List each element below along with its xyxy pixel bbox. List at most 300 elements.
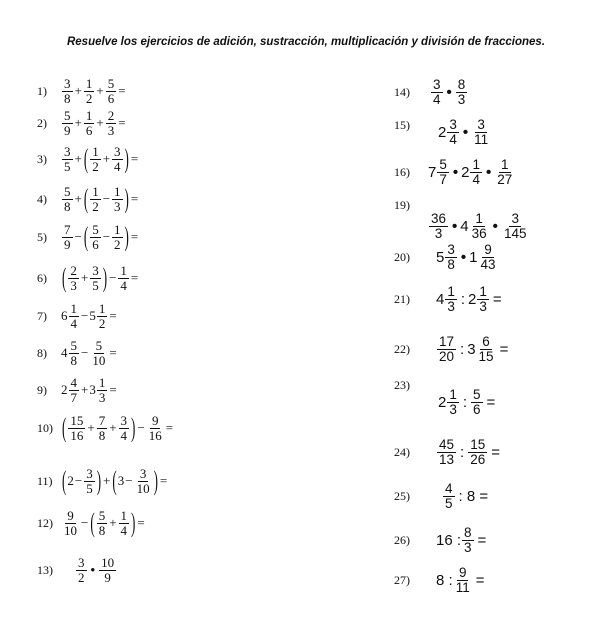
operator: =: [486, 394, 496, 412]
operator: :: [460, 341, 465, 359]
denominator: 15: [478, 349, 494, 365]
operator: =: [491, 444, 500, 462]
whole-number: 3: [467, 341, 476, 359]
fraction: [447, 118, 459, 147]
numerator: 5: [107, 76, 115, 91]
exercise-expression: [61, 464, 168, 496]
fraction: [431, 78, 443, 107]
numerator: 3: [64, 76, 71, 91]
denominator: 9: [64, 236, 71, 252]
denominator: 5: [445, 496, 453, 512]
numerator: 1: [85, 76, 93, 91]
exercise-expression: [61, 376, 118, 404]
exercise-number: 3): [37, 151, 47, 166]
exercise-number: 11): [37, 473, 53, 488]
numerator: 7: [64, 222, 71, 237]
numerator: 1: [120, 263, 127, 278]
denominator: 4: [114, 158, 121, 174]
fraction: [468, 438, 487, 467]
operator: +: [102, 151, 111, 167]
operator: =: [499, 341, 509, 359]
denominator: 4: [472, 172, 480, 188]
whole-number: 4: [436, 291, 445, 309]
denominator: 43: [480, 257, 496, 273]
numerator: 9: [151, 413, 159, 428]
fraction: [62, 509, 79, 537]
parenthesis: (: [90, 506, 95, 538]
operator: +: [87, 420, 95, 436]
exercise-21: [394, 285, 505, 314]
denominator: 10: [136, 480, 150, 496]
exercise-expression: [436, 335, 511, 364]
exercise-number: 19): [394, 198, 410, 212]
fraction: [118, 264, 129, 292]
denominator: 8: [70, 352, 77, 368]
operator: =: [118, 115, 126, 131]
denominator: 16: [148, 427, 162, 443]
exercise-expression: [436, 526, 489, 555]
exercise-10: [37, 411, 174, 443]
denominator: 3: [114, 198, 121, 214]
fraction: [437, 335, 456, 364]
exercise-number: 10): [37, 420, 53, 435]
fraction: [106, 77, 117, 105]
exercise-1: [37, 77, 127, 105]
multiply-dot: •: [90, 562, 96, 578]
fraction: [437, 158, 449, 187]
numerator: 5: [64, 184, 71, 199]
operator: +: [74, 83, 82, 99]
exercise-number: 15): [394, 118, 410, 132]
operator: :: [460, 291, 466, 309]
exercise-number: 9): [37, 382, 47, 397]
fraction: [495, 158, 514, 187]
fraction: [90, 339, 107, 367]
fraction: [90, 185, 101, 213]
operator: =: [492, 291, 502, 309]
parenthesis: ): [124, 142, 129, 174]
denominator: 3: [457, 92, 466, 108]
whole-number: 1: [469, 249, 478, 267]
denominator: 5: [64, 158, 71, 174]
operator: :: [460, 444, 465, 462]
numerator: 1: [85, 108, 93, 123]
fraction: [62, 109, 73, 137]
denominator: 5: [86, 480, 93, 496]
exercise-number: 1): [37, 83, 47, 98]
operator: =: [165, 420, 174, 436]
operator: −: [109, 270, 117, 286]
numerator: 9: [484, 242, 492, 257]
denominator: 3: [464, 540, 472, 556]
operator: =: [109, 308, 117, 324]
numerator: 3: [433, 77, 441, 92]
fraction: [147, 414, 164, 442]
fraction: [62, 185, 73, 213]
fraction: [106, 109, 117, 137]
fraction: [84, 109, 95, 137]
numerator: 5: [98, 508, 106, 523]
fraction: [119, 509, 130, 537]
fraction: [62, 223, 73, 251]
numerator: 5: [439, 157, 447, 172]
numerator: 3: [120, 413, 128, 428]
denominator: 3: [449, 402, 457, 418]
fraction: [62, 77, 73, 105]
whole-number: 16 :: [436, 532, 462, 550]
denominator: 3: [107, 122, 115, 138]
denominator: 4: [120, 522, 128, 538]
parenthesis: (: [83, 220, 89, 252]
denominator: 10: [64, 522, 77, 538]
denominator: 3: [70, 277, 77, 293]
parenthesis: ): [124, 182, 129, 214]
fraction: [69, 376, 80, 404]
denominator: 4: [120, 277, 127, 293]
numerator: 1: [92, 144, 99, 159]
exercise-7: [37, 302, 118, 330]
denominator: 27: [497, 172, 513, 188]
operator: +: [109, 515, 117, 531]
multiply-dot: •: [462, 124, 469, 142]
exercise-expression: [75, 556, 117, 584]
exercise-number: 8): [37, 345, 47, 360]
denominator: 3: [98, 389, 106, 405]
denominator: 2: [85, 90, 93, 106]
parenthesis: ): [96, 464, 102, 496]
fraction: [112, 145, 123, 173]
numerator: 45: [439, 437, 455, 452]
whole-number: 2: [438, 124, 447, 142]
fraction: [454, 566, 472, 595]
fraction: [447, 388, 459, 417]
whole-number: 2: [461, 164, 470, 182]
exercise-number: 26): [394, 533, 410, 548]
fraction: [470, 212, 489, 241]
numerator: 1: [120, 508, 128, 523]
parenthesis: ): [131, 506, 136, 538]
numerator: 3: [449, 117, 457, 132]
whole-number: 4: [460, 218, 469, 236]
numerator: 1: [472, 157, 480, 172]
fraction: [472, 118, 490, 147]
operator: +: [96, 115, 104, 131]
denominator: 2: [78, 569, 85, 585]
exercise-expression: [61, 77, 127, 105]
parenthesis: (: [62, 261, 67, 293]
fraction: [90, 223, 101, 251]
fraction: [456, 78, 468, 107]
fraction: [502, 212, 529, 241]
exercise-expression: [436, 438, 503, 467]
denominator: 2: [98, 315, 106, 331]
fraction: [471, 388, 483, 417]
denominator: 20: [439, 349, 455, 365]
numerator: 5: [70, 338, 77, 353]
exercise-number: 16): [394, 165, 410, 180]
exercise-number: 5): [37, 229, 47, 244]
numerator: 15: [470, 437, 486, 452]
fraction: [119, 414, 130, 442]
denominator: 6: [92, 236, 99, 252]
exercise-12: [37, 506, 146, 538]
exercise-24: [394, 438, 503, 467]
numerator: 4: [445, 481, 453, 496]
numerator: 5: [64, 108, 71, 123]
exercise-expression: [438, 118, 491, 147]
exercise-20: [394, 243, 499, 272]
exercise-8: [37, 339, 118, 367]
exercise-number: 7): [37, 308, 47, 323]
multiply-dot: •: [452, 164, 459, 182]
denominator: 6: [473, 402, 481, 418]
fraction: [112, 185, 123, 213]
fraction: [97, 414, 108, 442]
whole-number: 3: [117, 473, 125, 489]
fraction: [443, 482, 455, 511]
exercise-number: 25): [394, 489, 410, 504]
whole-number: 5: [89, 308, 96, 324]
exercise-3: [37, 142, 139, 174]
exercise-number: 13): [37, 562, 53, 577]
exercise-number: 6): [37, 270, 47, 285]
fraction: [477, 285, 489, 314]
operator: =: [130, 151, 139, 167]
denominator: 2: [92, 198, 99, 214]
numerator: 15: [70, 413, 84, 428]
operator: : 8 =: [458, 488, 489, 506]
numerator: 3: [78, 555, 85, 570]
operator: =: [477, 532, 487, 550]
exercise-expression: [436, 243, 499, 272]
exercise-number: 24): [394, 445, 410, 460]
numerator: 1: [114, 222, 121, 237]
denominator: 3: [447, 299, 455, 315]
fraction: [62, 145, 73, 173]
denominator: 16: [70, 427, 84, 443]
fraction: [90, 264, 101, 292]
denominator: 11: [455, 580, 470, 596]
numerator: 1: [70, 301, 77, 316]
numerator: 8: [457, 77, 466, 92]
exercise-4: [37, 182, 139, 214]
numerator: 2: [70, 263, 77, 278]
exercise-expression: [438, 388, 498, 417]
exercise-expression: [442, 482, 491, 511]
exercise-expression: [61, 261, 139, 293]
fraction: [76, 556, 87, 584]
multiply-dot: •: [460, 249, 467, 267]
operator: :: [462, 394, 468, 412]
multiply-dot: •: [446, 84, 452, 102]
operator: =: [137, 515, 145, 531]
fraction: [69, 339, 80, 367]
fraction: [445, 243, 457, 272]
exercise-14: [394, 78, 468, 107]
exercise-expression: [428, 212, 529, 241]
denominator: 11: [474, 132, 489, 148]
numerator: 3: [139, 466, 147, 481]
fraction: [69, 302, 80, 330]
exercise-expression: [61, 411, 174, 443]
exercise-number: 27): [394, 573, 410, 588]
exercise-13: [37, 556, 117, 584]
numerator: 3: [64, 144, 71, 159]
operator: =: [109, 345, 117, 361]
whole-number: 6: [61, 308, 68, 324]
operator: +: [74, 191, 82, 207]
parenthesis: (: [83, 182, 89, 214]
exercise-number: 20): [394, 250, 410, 265]
exercise-6: [37, 261, 139, 293]
exercise-expression: [436, 285, 505, 314]
numerator: 17: [439, 334, 455, 349]
exercise-expression: [61, 506, 146, 538]
fraction: [429, 212, 448, 241]
numerator: 5: [95, 338, 103, 353]
fraction: [90, 145, 101, 173]
numerator: 6: [482, 334, 490, 349]
numerator: 7: [98, 413, 106, 428]
parenthesis: (: [112, 464, 117, 496]
numerator: 36: [431, 211, 447, 226]
exercise-expression: [61, 339, 118, 367]
operator: =: [130, 270, 139, 286]
denominator: 7: [70, 389, 77, 405]
operator: +: [74, 151, 82, 167]
numerator: 1: [449, 387, 457, 402]
fraction: [68, 414, 85, 442]
operator: −: [102, 191, 111, 207]
denominator: 8: [98, 522, 106, 538]
fraction: [84, 77, 95, 105]
operator: −: [81, 515, 89, 531]
operator: =: [130, 191, 139, 207]
fraction: [437, 438, 456, 467]
exercise-expression: [61, 109, 127, 137]
exercise-11: [37, 464, 168, 496]
denominator: 7: [439, 172, 447, 188]
parenthesis: (: [62, 464, 67, 496]
numerator: 1: [92, 184, 99, 199]
exercise-26: [394, 526, 489, 555]
denominator: 9: [64, 122, 71, 138]
fraction: [68, 264, 79, 292]
fraction: [462, 526, 474, 555]
operator: =: [118, 83, 126, 99]
numerator: 1: [447, 284, 455, 299]
whole-number: 7: [428, 164, 437, 182]
fraction: [478, 243, 497, 272]
fraction: [135, 467, 152, 495]
denominator: 13: [439, 452, 455, 468]
denominator: 10: [92, 352, 106, 368]
numerator: 9: [67, 508, 74, 523]
numerator: 5: [473, 387, 481, 402]
operator: −: [81, 345, 89, 361]
denominator: 4: [120, 427, 128, 443]
multiply-dot: •: [485, 164, 492, 182]
denominator: 8: [447, 257, 455, 273]
denominator: 4: [433, 92, 441, 108]
parenthesis: (: [83, 142, 89, 174]
exercise-5: [37, 220, 139, 252]
exercise-number: 4): [37, 191, 47, 206]
fraction: [97, 376, 108, 404]
numerator: 10: [101, 555, 115, 570]
parenthesis: ): [153, 464, 158, 496]
numerator: 3: [477, 117, 485, 132]
operator: =: [130, 229, 139, 245]
operator: =: [475, 572, 485, 590]
operator: +: [103, 473, 111, 489]
denominator: 4: [70, 315, 77, 331]
fraction: [97, 302, 108, 330]
denominator: 4: [449, 132, 457, 148]
parenthesis: (: [62, 411, 67, 443]
denominator: 3: [479, 299, 487, 315]
exercise-number: 22): [394, 342, 410, 357]
exercise-16: [394, 158, 515, 187]
operator: −: [74, 229, 82, 245]
operator: +: [81, 382, 89, 398]
numerator: 8: [464, 525, 472, 540]
fraction: [97, 509, 108, 537]
denominator: 2: [92, 158, 99, 174]
operator: =: [159, 473, 168, 489]
operator: +: [80, 270, 89, 286]
denominator: 3: [434, 226, 443, 242]
operator: +: [109, 420, 117, 436]
multiply-dot: •: [492, 218, 498, 236]
numerator: 1: [98, 375, 106, 390]
numerator: 1: [114, 184, 121, 199]
whole-number: 2: [67, 473, 74, 489]
exercise-number: 23): [394, 378, 410, 392]
whole-number: 2: [438, 394, 447, 412]
numerator: 3: [511, 211, 519, 226]
denominator: 8: [98, 427, 106, 443]
worksheet-title: Resuelve los ejercicios de adición, sustracción, multiplicación y división de fracciones.: [66, 36, 546, 48]
denominator: 9: [104, 569, 111, 585]
whole-number: 8 :: [436, 572, 453, 590]
numerator: 9: [458, 565, 467, 580]
exercise-22: [394, 335, 511, 364]
exercise-expression: [61, 302, 118, 330]
exercise-expression: [61, 142, 139, 174]
denominator: 26: [470, 452, 486, 468]
whole-number: 3: [89, 382, 96, 398]
exercise-expression: [428, 158, 515, 187]
numerator: 1: [475, 211, 483, 226]
exercise-number: 21): [394, 292, 410, 307]
exercise-19: [394, 198, 529, 241]
exercise-number: 14): [394, 85, 410, 100]
fraction: [99, 556, 116, 584]
exercise-27: [394, 566, 487, 595]
denominator: 145: [503, 226, 527, 242]
numerator: 3: [86, 466, 93, 481]
exercise-expression: [61, 182, 139, 214]
parenthesis: ): [124, 220, 129, 252]
operator: −: [74, 473, 83, 489]
fraction: [84, 467, 95, 495]
exercise-15: [394, 118, 491, 147]
numerator: 2: [107, 108, 115, 123]
exercise-2: [37, 109, 127, 137]
operator: +: [96, 83, 104, 99]
operator: +: [74, 115, 82, 131]
